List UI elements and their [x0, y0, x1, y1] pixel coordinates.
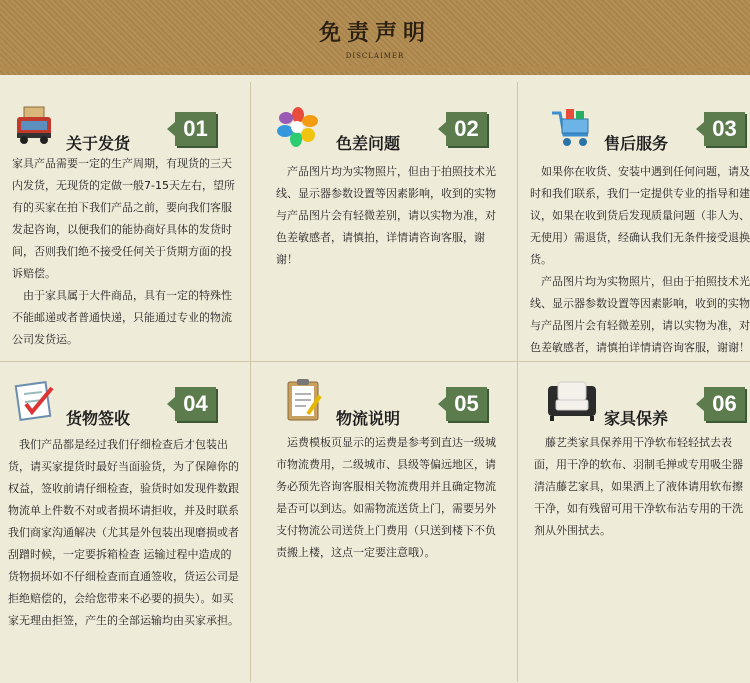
section-title: 关于发货	[66, 134, 131, 153]
color-wheel-icon	[276, 107, 316, 147]
section-paragraph: 运费模板页显示的运费是参考到直达一级城市物流费用，二级城市、县级等偏远地区，请务必预先咨询客服相关物流费用并且确定物流是否可以到达。如需物流送货上门，需要另外支付物流公司送货上门费用（只送到楼下不负责搬上楼，这点一定要注意哦）。	[276, 436, 496, 559]
truck-icon	[14, 105, 54, 145]
section-body	[276, 161, 504, 271]
section-paragraph: 产品图片均为实物照片，但由于拍照技术光线、显示器参数设置等因素影响，收到的实物与产品图片会有轻微差别，请以实物为准，对色差敏感者，请慎拍，详情请咨询客服，谢谢！	[276, 165, 496, 266]
section-title: 售后服务	[604, 134, 669, 153]
clipboard-icon	[284, 378, 324, 418]
section-color-difference	[262, 95, 512, 375]
armchair-icon	[544, 378, 584, 418]
section-body	[530, 161, 750, 359]
section-paragraph: 藤艺类家具保养用干净软布轻轻拭去表面，用干净的软布、羽制毛掸或专用吸尘器清洁藤艺家具，如果洒上了液体请用软布擦干净，如有残留可用干净软布沾专用的干洗剂从外围拭去。	[534, 436, 743, 537]
section-body	[276, 432, 502, 564]
section-logistics	[262, 370, 512, 650]
section-paragraph: 家具产品需要一定的生产周期，有现货的三天内发货，无现货的定做一般7-15天左右，望所有的买家在拍下我们产品之前，要向我们客服发起咨询，以便我们的能协商好具体的发货时间，否则我们绝不接受任何关于货期方面的投诉赔偿。	[12, 157, 235, 280]
section-paragraph: 产品图片均为实物照片，但由于拍照技术光线、显示器参数设置等因素影响，收到的实物与产品图片会有轻微差别，请以实物为准，对色差敏感者，请慎拍详情请咨询客服，谢谢！	[530, 275, 750, 354]
header-scallop-edge	[0, 66, 750, 80]
section-body	[8, 434, 240, 632]
section-title: 色差问题	[336, 134, 401, 153]
section-number-badge: 01	[175, 112, 216, 146]
section-number-badge: 02	[446, 112, 487, 146]
checklist-icon	[14, 380, 54, 420]
page-subtitle: DISCLAIMER	[345, 52, 405, 60]
section-paragraph: 我们产品都是经过我们仔细检查后才包装出货，请买家提货时最好当面验货，为了保障你的权益，签收前请仔细检查，验货时如发现件数跟物流单上件数不对或者损坏请拒收，并及时联系我们商家沟通解决（尤其是外包装出现磨损或者刮蹭时候，一定要拆箱检查 运输过程中造成的货物损坏如不仔细检查而直通签收，货运公司是拒绝赔偿的，会给您带来不必要的损失）。如买家无理由拒签，产生的全部运输均由买家承担。	[8, 438, 239, 627]
section-furniture-care	[520, 370, 750, 650]
section-number-badge: 06	[704, 387, 745, 421]
section-body	[534, 432, 750, 542]
section-after-sales	[520, 95, 750, 375]
shopping-cart-icon	[550, 107, 590, 147]
section-shipping	[0, 95, 250, 375]
section-number-badge: 04	[175, 387, 216, 421]
section-body	[12, 153, 240, 351]
section-paragraph: 由于家具属于大件商品，具有一定的特殊性不能邮递或者普通快递，只能通过专业的物流公司发货运。	[12, 289, 232, 346]
section-paragraph: 如果你在收货、安装中遇到任何问题，请及时和我们联系，我们一定提供专业的指导和建议，如果在收到货后发现质量问题（非人为、无使用）需退货，经确认我们无条件接受退换货。	[530, 165, 750, 266]
section-title: 货物签收	[66, 409, 131, 428]
section-number-badge: 03	[704, 112, 745, 146]
section-number-badge: 05	[446, 387, 487, 421]
section-title: 物流说明	[336, 409, 401, 428]
section-receipt	[0, 370, 250, 650]
page-title: 免责声明	[318, 20, 431, 46]
column-divider	[250, 82, 251, 682]
section-title: 家具保养	[604, 409, 669, 428]
column-divider	[517, 82, 518, 682]
